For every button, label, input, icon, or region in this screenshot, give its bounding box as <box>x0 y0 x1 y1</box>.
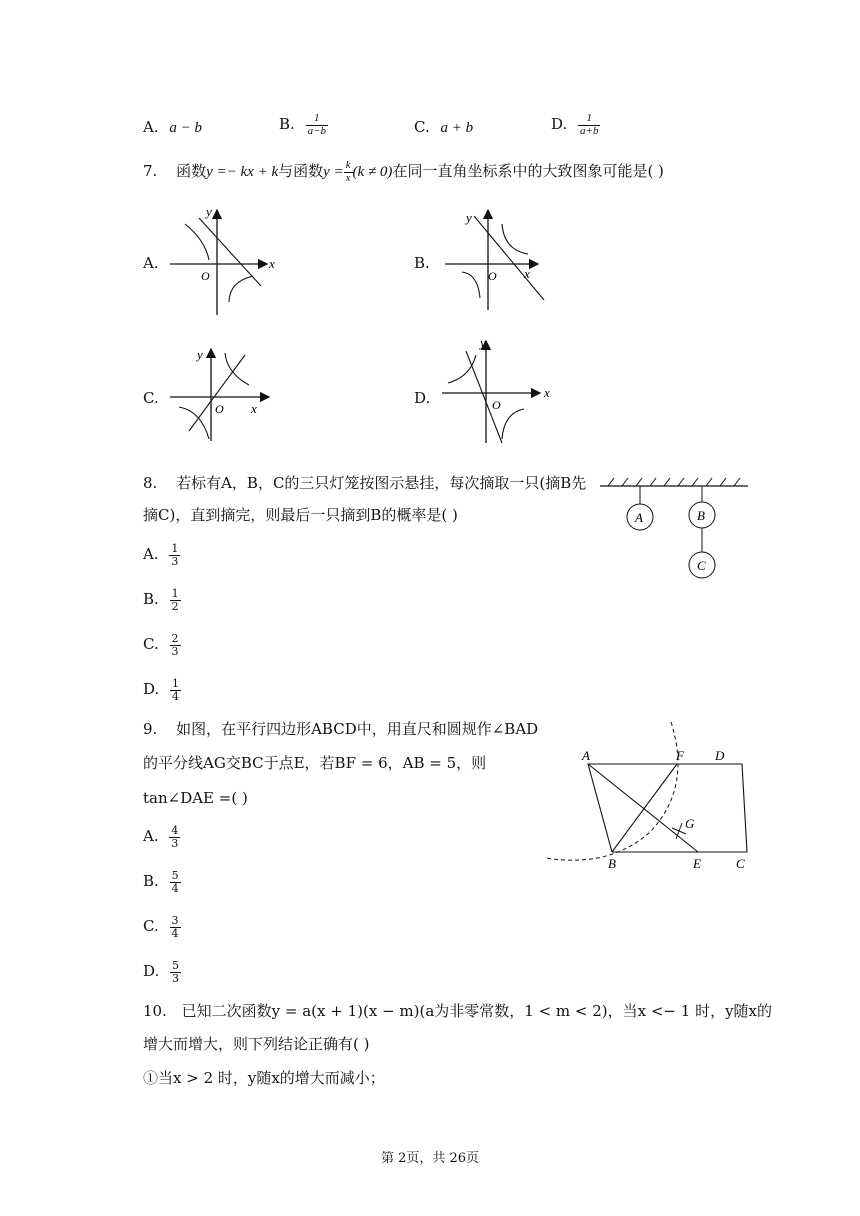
point-a-label: A <box>582 748 590 763</box>
stem-text: 已知二次函数y = a(x + 1)(x − m)(a为非零常数，1 < m < 2)，当x <− 1 时，y随x的 <box>181 1002 773 1020</box>
q9-parallelogram-figure <box>540 718 755 878</box>
option-fraction <box>169 543 180 567</box>
linear-line <box>466 351 502 443</box>
fraction-numerator: 1 <box>314 112 320 124</box>
fraction-numerator: 5 <box>172 959 180 972</box>
fraction-numerator: 1 <box>171 587 179 600</box>
q6-option-a <box>143 120 202 136</box>
y-axis-label: y <box>197 347 203 362</box>
fraction-numerator: 1 <box>586 112 593 124</box>
q6-option-b <box>279 113 328 137</box>
origin-label: O <box>488 269 497 283</box>
linear-line <box>189 355 245 431</box>
question-number: 7. <box>143 162 158 181</box>
fraction-denominator: 3 <box>171 554 179 568</box>
q7-option-d-label: D. <box>414 389 431 407</box>
hyperbola-branch <box>462 272 480 298</box>
q7-option-a-label: A. <box>143 254 159 272</box>
lantern-c-label: C <box>697 558 706 573</box>
option-fraction <box>170 633 181 657</box>
q8-option-c <box>143 633 181 657</box>
hyperbola-branch <box>448 355 476 383</box>
stem-text: 与函数 <box>278 162 324 181</box>
q9-stem-line1 <box>143 722 538 737</box>
stem-math: y =− kx + k <box>206 164 279 181</box>
option-fraction <box>578 113 600 137</box>
origin-label: O <box>201 269 210 283</box>
fraction-denominator: 4 <box>171 926 179 940</box>
page-footer: 第 2页，共 26页 <box>380 1151 480 1166</box>
option-text: a − b <box>169 120 203 136</box>
q8-option-b <box>143 588 181 612</box>
option-fraction <box>170 678 181 702</box>
stem-math: (k ≠ 0) <box>352 164 393 181</box>
fraction-denominator: 3 <box>171 836 179 850</box>
option-label: B. <box>279 115 295 134</box>
option-text: a + b <box>440 120 474 136</box>
stem-text: 在同一直角坐标系中的大致图象可能是( ) <box>392 162 664 181</box>
hyperbola-branch <box>502 409 524 439</box>
fraction-denominator: a+b <box>580 124 599 137</box>
q7-graph-a <box>165 200 285 320</box>
q7-option-c-label: C. <box>143 389 159 407</box>
option-fraction <box>170 915 181 939</box>
stem-math: y = <box>323 164 344 181</box>
question-number: 8. <box>143 474 158 492</box>
fraction-denominator: a−b <box>307 124 327 137</box>
q7-graph-d <box>440 335 560 447</box>
q9-stem-line2: 的平分线AG交BC于点E，若BF = 6，AB = 5，则 <box>143 754 487 772</box>
q7-option-b-label: B. <box>414 254 430 272</box>
q9-stem-line3: tan∠DAE =( ) <box>143 789 248 807</box>
option-fraction <box>306 113 328 137</box>
q7-graph-b <box>440 200 560 320</box>
fraction-numerator: k <box>345 159 351 171</box>
point-f-label: F <box>676 748 684 763</box>
option-label: A. <box>143 827 159 846</box>
fraction-numerator: 4 <box>171 824 179 837</box>
stem-text: 函数 <box>176 162 207 181</box>
stem-text: 如图，在平行四边形ABCD中，用直尺和圆规作∠BAD <box>176 720 539 738</box>
x-axis-label: x <box>524 266 530 281</box>
fraction-numerator: 1 <box>171 542 179 555</box>
option-fraction <box>170 870 181 894</box>
origin-label: O <box>215 402 224 416</box>
option-fraction <box>170 960 181 984</box>
fraction-denominator: 2 <box>171 599 179 613</box>
question-number: 9. <box>143 720 158 738</box>
segment-bf <box>612 764 677 852</box>
fraction-denominator: x <box>345 171 351 184</box>
point-c-label: C <box>736 856 745 871</box>
fraction-numerator: 1 <box>172 677 180 690</box>
option-label: D. <box>551 115 568 134</box>
q6-option-c <box>414 120 473 136</box>
y-axis-label: y <box>466 210 472 225</box>
x-axis-label: x <box>269 256 275 271</box>
linear-line <box>474 216 544 300</box>
q6-option-d <box>551 113 600 137</box>
q9-option-b <box>143 870 181 894</box>
stem-fraction <box>344 160 353 184</box>
option-label: D. <box>143 962 160 981</box>
option-label: B. <box>143 590 159 609</box>
q7-graph-c <box>165 345 285 445</box>
option-label: C. <box>414 118 430 136</box>
option-fraction <box>169 825 180 849</box>
y-axis-label: y <box>480 335 486 350</box>
point-g-label: G <box>685 816 695 831</box>
hyperbola-branch <box>179 407 209 439</box>
hyperbola-branch <box>225 353 249 385</box>
fraction-denominator: 4 <box>171 881 179 895</box>
compass-arc <box>546 722 678 860</box>
hyperbola-branch <box>229 276 253 302</box>
option-label: C. <box>143 917 159 936</box>
option-fraction <box>170 588 181 612</box>
fraction-numerator: 5 <box>171 869 179 882</box>
q10-stem-line2: 增大而增大，则下列结论正确有( ) <box>143 1035 370 1053</box>
q8-option-a <box>143 543 180 567</box>
option-label: B. <box>143 872 159 891</box>
x-axis-label: x <box>544 385 550 400</box>
q9-option-d <box>143 960 181 984</box>
point-b-label: B <box>608 856 616 871</box>
hyperbola-branch <box>185 224 209 260</box>
q9-option-c <box>143 915 181 939</box>
point-d-label: D <box>715 748 725 763</box>
ceiling-hatching <box>608 478 740 486</box>
q7-stem <box>143 160 664 184</box>
option-label: D. <box>143 680 160 699</box>
q8-lantern-figure <box>598 474 750 584</box>
question-number: 10. <box>143 1002 167 1020</box>
point-e-label: E <box>693 856 701 871</box>
option-label: A. <box>143 118 159 136</box>
q8-stem-line2: 摘C)，直到摘完，则最后一只摘到B的概率是( ) <box>143 506 458 524</box>
option-label: A. <box>143 545 159 564</box>
fraction-numerator: 3 <box>171 914 179 927</box>
q10-item-1: ①当x > 2 时，y随x的增大而减小； <box>143 1069 385 1087</box>
x-axis-label: x <box>251 401 257 416</box>
q10-stem-line1 <box>143 1004 772 1019</box>
lantern-b-label: B <box>697 508 705 523</box>
fraction-denominator: 3 <box>172 971 180 985</box>
stem-text: 若标有A，B，C的三只灯笼按图示悬挂，每次摘取一只(摘B先 <box>176 474 587 492</box>
q8-option-d <box>143 678 181 702</box>
fraction-numerator: 2 <box>171 632 179 645</box>
lantern-a-label: A <box>635 510 643 525</box>
segment-ae <box>588 764 698 852</box>
y-axis-label: y <box>206 204 212 219</box>
q9-option-a <box>143 825 180 849</box>
q8-stem-line1 <box>143 476 586 491</box>
origin-label: O <box>492 398 501 412</box>
fraction-denominator: 4 <box>172 689 180 703</box>
hyperbola-branch <box>502 224 528 254</box>
option-label: C. <box>143 635 159 654</box>
fraction-denominator: 3 <box>171 644 179 658</box>
